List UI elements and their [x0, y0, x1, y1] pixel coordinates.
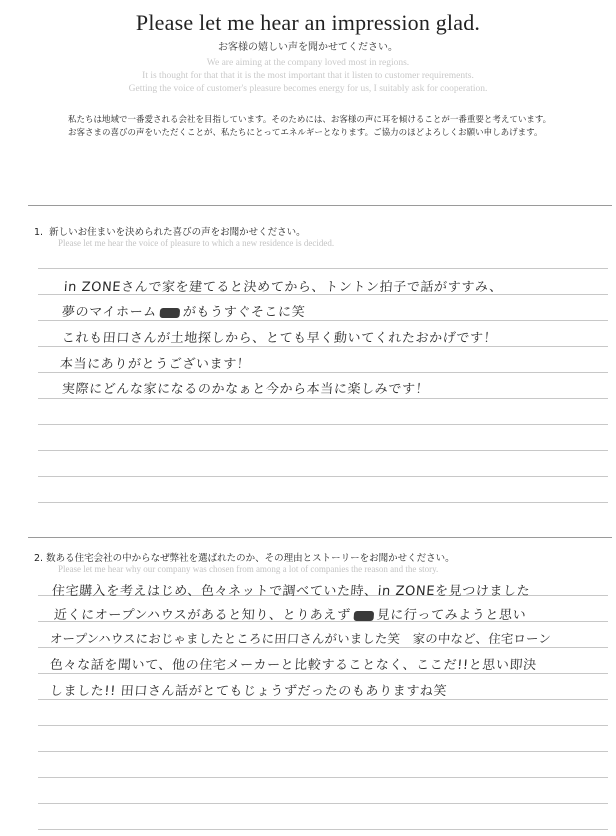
handwritten-answer-line: 住宅購入を考えはじめ、色々ネットで調べていた時、in ZONEを見つけました [51, 584, 531, 599]
handwritten-answer-line: 実際にどんな家になるのかなぁと今から本当に楽しみです！ [61, 382, 430, 397]
redaction-scribble [159, 308, 180, 318]
page-subtitle: お客様の嬉しい声を聞かせてください。 [218, 42, 398, 53]
handwritten-answer-line: しました!! 田口さん話がとてもじょうずだったのもありますね笑 [49, 684, 448, 699]
ruled-line [38, 751, 608, 752]
ruled-line [38, 699, 608, 700]
handwritten-answer-line: オープンハウスにおじゃましたところに田口さんがいました笑 家の中など、住宅ローン [49, 631, 552, 646]
handwritten-answer-line: 夢のマイホーム がもうすぐそこに笑 [61, 305, 306, 320]
question-1-label [34, 224, 306, 238]
question-number: 2. [34, 553, 44, 564]
ruled-line [38, 450, 608, 451]
ruled-line [38, 268, 608, 269]
ruled-line [38, 647, 608, 648]
handwritten-answer-line: 近くにオープンハウスがあると知り、とりあえず 見に行ってみようと思い [53, 608, 527, 623]
english-intro-line: Getting the voice of customer's pleasure becomes energy for us, I suitably ask for cooperation. [128, 84, 488, 94]
question-text: 数ある住宅会社の中からなぜ弊社を選ばれたのか、その理由とストーリーをお聞かせください。 [46, 553, 455, 564]
question-number: 1. [34, 227, 44, 238]
ruled-line [38, 346, 608, 347]
handwritten-answer-line: in ZONEさんで家を建てると決めてから、トントン拍子で話がすすみ、 [63, 280, 504, 295]
handwritten-answer-line: 本当にありがとうございます！ [59, 357, 251, 372]
ruled-line [38, 424, 608, 425]
question-1-english: Please let me hear the voice of pleasure to which a new residence is decided. [58, 238, 335, 248]
section-divider [28, 205, 612, 206]
japanese-intro-line: お客さまの喜びの声をいただくことが、私たちにとってエネルギーとなります。ご協力のほどよろしくお願い申しあげます。 [68, 128, 543, 138]
question-text: 新しいお住まいを決められた喜びの声をお聞かせください。 [49, 227, 306, 238]
english-intro-line: We are aiming at the company loved most in regions. [206, 58, 410, 68]
section-divider [28, 537, 612, 538]
ruled-line [38, 725, 608, 726]
ruled-line [38, 673, 608, 674]
handwritten-answer-line: 色々な話を聞いて、他の住宅メーカーと比較することなく、ここだ!!と思い即決 [49, 658, 538, 673]
ruled-line [38, 777, 608, 778]
ruled-line [38, 320, 608, 321]
ruled-line [38, 372, 608, 373]
question-2-label [34, 550, 455, 564]
japanese-intro-line: 私たちは地域で一番愛される会社を目指しています。そのためには、お客様の声に耳を傾けることが一番重要と考えています。 [68, 115, 552, 125]
page-title: Please let me hear an impression glad. [135, 10, 481, 35]
ruled-line [38, 476, 608, 477]
ruled-line [38, 398, 608, 399]
ruled-line [38, 502, 608, 503]
ruled-line [38, 829, 608, 830]
handwritten-answer-line: これも田口さんが土地探しから、とても早く動いてくれたおかげです！ [61, 331, 498, 346]
question-2-english: Please let me hear why our company was chosen from among a lot of companies the reason and the story. [58, 564, 439, 574]
redaction-scribble [353, 611, 374, 621]
ruled-line [38, 803, 608, 804]
english-intro-line: It is thought for that that it is the most important that it listen to customer requirements. [142, 71, 474, 81]
